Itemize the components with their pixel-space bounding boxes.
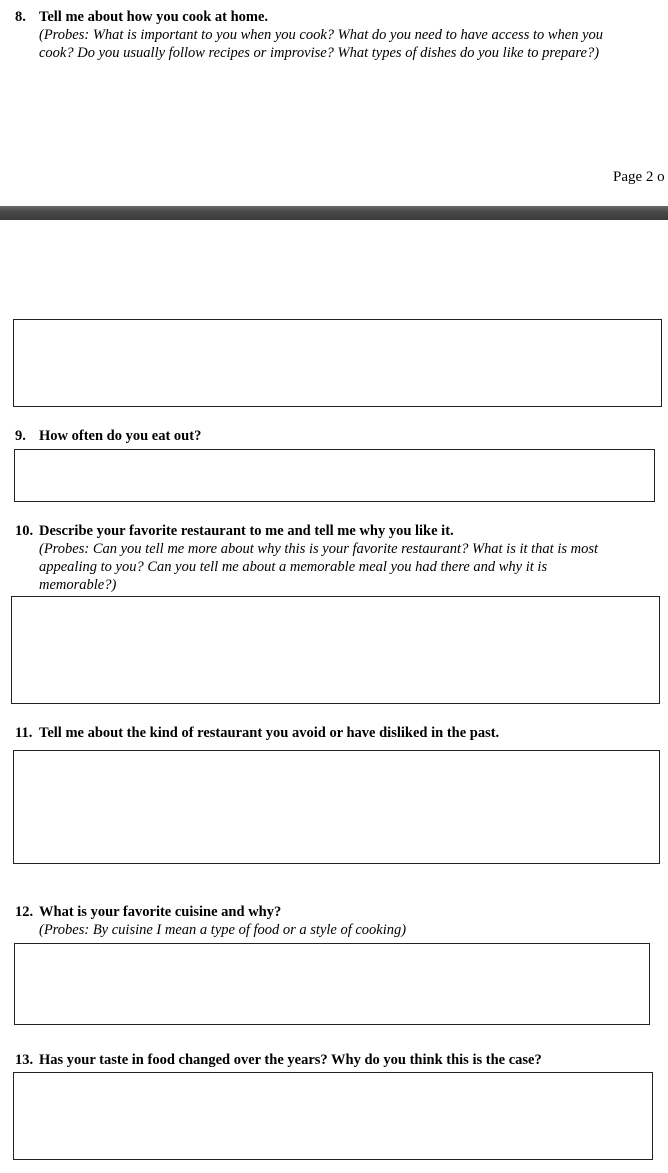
page-number: Page 2 o	[613, 169, 665, 185]
question-13-text: Has your taste in food changed over the years? Why do you think this is the case?	[39, 1052, 542, 1068]
question-13-number: 13.	[15, 1052, 34, 1068]
question-13-answer-box[interactable]	[13, 1072, 653, 1160]
question-12-probe: (Probes: By cuisine I mean a type of food or a style of cooking)	[39, 922, 407, 938]
question-11-title	[15, 724, 499, 742]
question-10-number: 10.	[15, 523, 34, 539]
question-11-text: Tell me about the kind of restaurant you avoid or have disliked in the past.	[39, 725, 500, 741]
question-9-title	[15, 427, 201, 445]
question-10-answer-box[interactable]	[11, 596, 660, 704]
question-8-answer-box[interactable]	[13, 319, 662, 407]
question-12-number: 12.	[15, 904, 34, 920]
question-8-number: 8.	[15, 9, 26, 25]
question-10-probe-line-2: appealing to you? Can you tell me about a memorable meal you had there and why it is	[39, 559, 548, 575]
question-12-answer-box[interactable]	[14, 943, 650, 1025]
question-9-number: 9.	[15, 428, 26, 444]
question-10-title	[15, 522, 454, 540]
question-12-text: What is your favorite cuisine and why?	[39, 904, 282, 920]
question-11-number: 11.	[15, 725, 33, 741]
question-12-title	[15, 903, 281, 921]
question-10-text: Describe your favorite restaurant to me and tell me why you like it.	[39, 523, 454, 539]
page-break-divider	[0, 206, 668, 220]
question-8-probe-line-2: cook? Do you usually follow recipes or improvise? What types of dishes do you like to prepare?)	[39, 45, 600, 61]
question-10-probe-line-3: memorable?)	[39, 577, 117, 593]
question-11-answer-box[interactable]	[13, 750, 660, 864]
question-10-probe-line-1: (Probes: Can you tell me more about why this is your favorite restaurant? What is it that is most	[39, 541, 599, 557]
question-8-text: Tell me about how you cook at home.	[39, 9, 269, 25]
question-9-answer-box[interactable]	[14, 449, 655, 502]
question-8-probe-line-1: (Probes: What is important to you when you cook? What do you need to have access to when you	[39, 27, 604, 43]
question-13-title	[15, 1051, 542, 1069]
question-9-text: How often do you eat out?	[39, 428, 202, 444]
question-8-title	[15, 8, 268, 26]
